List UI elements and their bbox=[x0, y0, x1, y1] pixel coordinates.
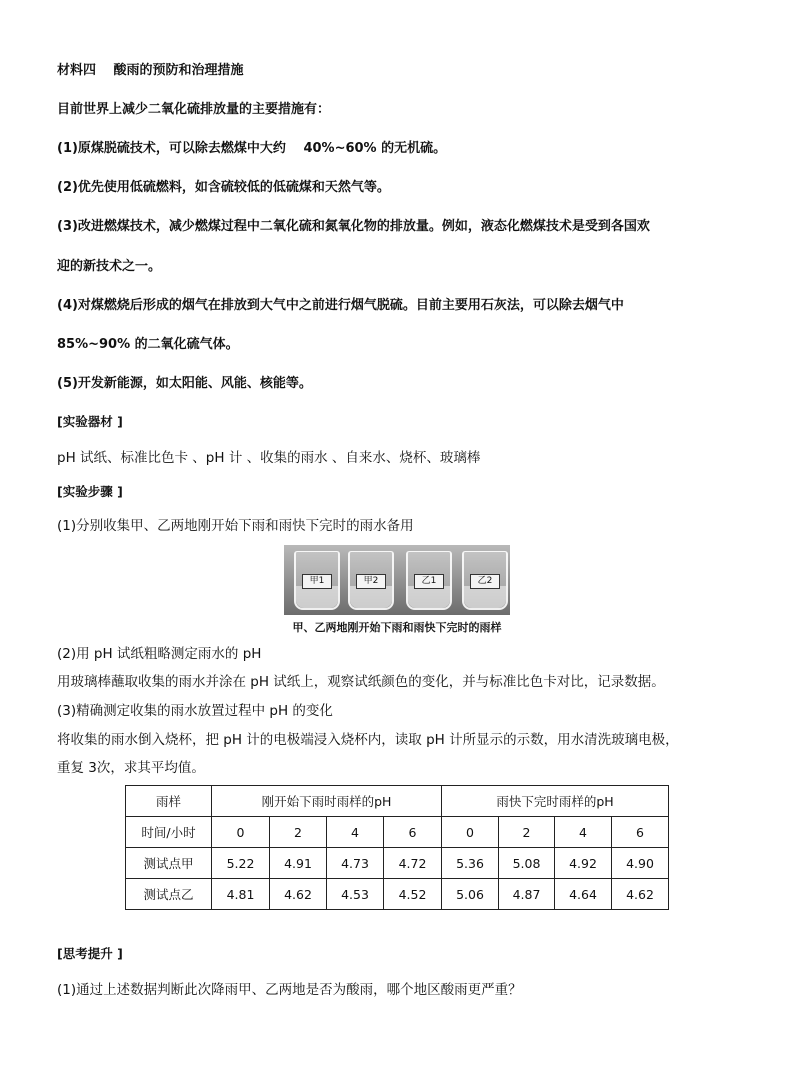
row-label: 测试点乙 bbox=[126, 879, 212, 910]
step-3-text-2: 重复 3次，求其平均值。 bbox=[57, 760, 205, 776]
ph-cell: 5.08 bbox=[499, 848, 555, 879]
measure-4: (4)对煤燃烧后形成的烟气在排放到大气中之前进行烟气脱硫。目前主要用石灰法，可以除去烟气中 bbox=[57, 298, 624, 313]
time-label: 时间/小时 bbox=[126, 817, 212, 848]
ph-cell: 4.64 bbox=[555, 879, 612, 910]
beaker-yi2 bbox=[462, 551, 508, 610]
thinking-heading: [思考提升 ] bbox=[57, 946, 123, 961]
beaker-label: 甲1 bbox=[302, 574, 332, 589]
table-header-row bbox=[126, 786, 669, 817]
ph-cell: 4.92 bbox=[555, 848, 612, 879]
header-corner: 雨样 bbox=[126, 786, 212, 817]
row-label: 测试点甲 bbox=[126, 848, 212, 879]
beaker-label: 甲2 bbox=[356, 574, 386, 589]
ph-cell: 5.22 bbox=[212, 848, 270, 879]
question-1: (1)通过上述数据判断此次降雨甲、乙两地是否为酸雨，哪个地区酸雨更严重？ bbox=[57, 982, 522, 998]
beakers-photo bbox=[284, 545, 510, 615]
step-3-title: (3)精确测定收集的雨水放置过程中 pH 的变化 bbox=[57, 703, 333, 719]
time-cell: 2 bbox=[499, 817, 555, 848]
measure-5: (5)开发新能源，如太阳能、风能、核能等。 bbox=[57, 376, 312, 391]
step-2-title: (2)用 pH 试纸粗略测定雨水的 pH bbox=[57, 646, 262, 662]
time-cell: 2 bbox=[270, 817, 327, 848]
step-3-text-1: 将收集的雨水倒入烧杯，把 pH 计的电极端浸入烧杯内，读取 pH 计所显示的示数，用水清洗玻璃电极， bbox=[57, 732, 679, 748]
beaker-jia2 bbox=[348, 551, 394, 610]
ph-cell: 4.53 bbox=[327, 879, 384, 910]
section-title: 材料四 酸雨的预防和治理措施 bbox=[57, 63, 244, 78]
ph-cell: 4.90 bbox=[612, 848, 669, 879]
ph-cell: 5.36 bbox=[442, 848, 499, 879]
photo-caption: 甲、乙两地刚开始下雨和雨快下完时的雨样 bbox=[292, 621, 502, 634]
intro-text: 目前世界上减少二氧化硫排放量的主要措施有： bbox=[57, 102, 331, 117]
beaker-yi1 bbox=[406, 551, 452, 610]
measure-4-cont: 85%~90% 的二氧化硫气体。 bbox=[57, 337, 239, 352]
time-cell: 6 bbox=[384, 817, 442, 848]
ph-cell: 4.72 bbox=[384, 848, 442, 879]
equipment-text: pH 试纸、标准比色卡 、pH 计 、收集的雨水 、自来水、烧杯、玻璃棒 bbox=[57, 450, 481, 466]
ph-cell: 4.91 bbox=[270, 848, 327, 879]
time-cell: 6 bbox=[612, 817, 669, 848]
group-header-end: 雨快下完时雨样的pH bbox=[442, 786, 669, 817]
equipment-heading: [实验器材 ] bbox=[57, 414, 123, 429]
table-row bbox=[126, 879, 669, 910]
ph-cell: 4.62 bbox=[270, 879, 327, 910]
time-cell: 4 bbox=[555, 817, 612, 848]
table-row bbox=[126, 848, 669, 879]
ph-cell: 4.73 bbox=[327, 848, 384, 879]
steps-heading: [实验步骤 ] bbox=[57, 484, 123, 499]
ph-cell: 4.62 bbox=[612, 879, 669, 910]
ph-cell: 4.87 bbox=[499, 879, 555, 910]
time-cell: 0 bbox=[212, 817, 270, 848]
group-header-start: 刚开始下雨时雨样的pH bbox=[212, 786, 442, 817]
beaker-jia1 bbox=[294, 551, 340, 610]
ph-cell: 5.06 bbox=[442, 879, 499, 910]
table-time-row bbox=[126, 817, 669, 848]
beaker-label: 乙1 bbox=[414, 574, 444, 589]
ph-cell: 4.81 bbox=[212, 879, 270, 910]
measure-2: (2)优先使用低硫燃料，如含硫较低的低硫煤和天然气等。 bbox=[57, 180, 390, 195]
measure-3-cont: 迎的新技术之一。 bbox=[57, 259, 162, 274]
beaker-label: 乙2 bbox=[470, 574, 500, 589]
time-cell: 4 bbox=[327, 817, 384, 848]
measure-1: (1)原煤脱硫技术，可以除去燃煤中大约 40%~60% 的无机硫。 bbox=[57, 141, 447, 156]
step-2-text: 用玻璃棒蘸取收集的雨水并涂在 pH 试纸上，观察试纸颜色的变化，并与标准比色卡对比，记录数据。 bbox=[57, 674, 665, 690]
step-1: (1)分别收集甲、乙两地刚开始下雨和雨快下完时的雨水备用 bbox=[57, 518, 414, 534]
ph-cell: 4.52 bbox=[384, 879, 442, 910]
measure-3: (3)改进燃煤技术，减少燃煤过程中二氧化硫和氮氧化物的排放量。例如，液态化燃煤技术是受到各国欢 bbox=[57, 219, 650, 234]
ph-data-table bbox=[125, 785, 669, 910]
time-cell: 0 bbox=[442, 817, 499, 848]
